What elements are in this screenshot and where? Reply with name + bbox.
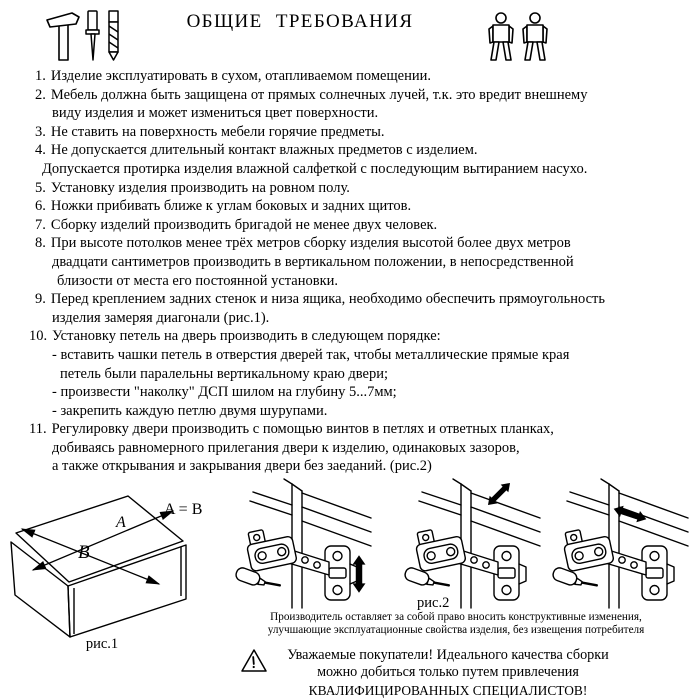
drill-icon <box>109 11 118 60</box>
requirements-list <box>0 67 700 476</box>
item-text: - произвести "наколку" ДСП шилом на глубину 5...7мм; <box>52 384 397 401</box>
awl-icon <box>86 11 99 60</box>
hammer-icon <box>47 13 79 60</box>
item-number: 5. <box>35 179 46 196</box>
list-line <box>0 439 700 458</box>
item-text: Регулировку двери производить с помощью винтов в петлях и ответных планках, <box>51 421 554 438</box>
fig1-equality-label: A = B <box>164 501 203 518</box>
figure-2-caption: рис.2 <box>417 595 450 611</box>
fig1-label-a: A <box>116 514 126 531</box>
list-line <box>0 272 700 291</box>
item-text: Установку петель на дверь производить в следующем порядке: <box>52 328 441 345</box>
customer-warning-line: можно добиться только путем привлечения <box>317 664 579 681</box>
list-line <box>0 457 700 476</box>
list-line <box>0 216 700 235</box>
manufacturer-note <box>230 611 682 636</box>
item-number: 7. <box>35 216 46 233</box>
item-text: - закрепить каждую петлю двумя шурупами. <box>52 402 328 419</box>
item-number: 9. <box>35 291 46 308</box>
item-number: 11. <box>29 421 47 438</box>
item-text: изделия замеряя диагонали (рис.1). <box>52 309 270 326</box>
hinge-diagram-2 <box>402 478 542 612</box>
item-number: 4. <box>35 142 46 159</box>
item-text: Допускается протирка изделия влажной салфеткой с последующим вытиранием насухо. <box>42 160 588 177</box>
diagonal-adjust-arrow-icon <box>484 479 514 509</box>
item-text: Ножки прибивать ближе к углам боковых и задних щитов. <box>50 198 412 215</box>
list-line <box>0 290 700 309</box>
assemblers-icon <box>486 12 552 62</box>
figure-1-caption: рис.1 <box>85 636 119 652</box>
manufacturer-note-line: Производитель оставляет за собой право вносить конструктивные изменения, <box>270 611 642 623</box>
list-line <box>0 197 700 216</box>
item-text: - вставить чашки петель в отверстия дверей так, чтобы металлические прямые края <box>52 346 570 363</box>
page-title: ОБЩИЕ ТРЕБОВАНИЯ <box>186 11 414 32</box>
list-line <box>0 383 700 402</box>
list-line <box>0 234 700 253</box>
item-text: Не допускается длительный контакт влажных предметов с изделием. <box>50 142 478 159</box>
list-line <box>0 402 700 421</box>
vertical-adjust-arrow-icon <box>353 555 366 592</box>
list-line <box>0 141 700 160</box>
person-icon <box>489 13 513 60</box>
hinge-diagram-3 <box>550 478 698 612</box>
list-line <box>0 420 700 439</box>
item-text: близости от места его постоянной установки. <box>57 272 338 289</box>
list-line <box>0 179 700 198</box>
list-line <box>0 67 700 86</box>
list-line <box>0 123 700 142</box>
list-line <box>0 104 700 123</box>
horizontal-adjust-arrow-icon <box>612 503 648 525</box>
customer-warning <box>262 647 634 699</box>
item-text: а также открывания и закрывания двери без заеданий. (рис.2) <box>52 458 432 475</box>
item-number: 2. <box>35 86 46 103</box>
item-text: добиваясь равномерного прилегания двери к изделию, одинаковых зазоров, <box>52 439 520 456</box>
item-text: Сборку изделий производить бригадой не менее двух человек. <box>50 216 438 233</box>
customer-warning-line: Уважаемые покупатели! Идеального качества сборки <box>287 647 609 663</box>
item-text: петель были паралельны вертикальному краю двери; <box>60 365 389 382</box>
fig1-label-b: B <box>78 542 90 563</box>
item-text: виду изделия и может измениться цвет поверхности. <box>52 105 379 122</box>
list-line <box>0 253 700 272</box>
list-line <box>0 160 700 179</box>
item-number: 8. <box>35 235 46 252</box>
item-text: При высоте потолков менее трёх метров сборку изделия высотой более двух метров <box>50 235 571 252</box>
hinge-diagram-1 <box>233 478 373 612</box>
item-number: 1. <box>35 68 46 84</box>
customer-warning-line: КВАЛИФИЦИРОВАННЫХ СПЕЦИАЛИСТОВ! <box>308 682 588 698</box>
list-line <box>0 327 700 346</box>
tools-icon <box>45 8 130 63</box>
item-text: двадцати сантиметров производить в вертикальном положении, в непосредственной <box>52 253 574 270</box>
item-number: 6. <box>35 198 46 215</box>
item-text: Перед креплением задних стенок и низа ящика, необходимо обеспечить прямоугольность <box>50 291 605 308</box>
item-text: Мебель должна быть защищена от прямых солнечных лучей, т.к. это вредит внешнему <box>50 86 588 103</box>
item-text: Установку изделия производить на ровном полу. <box>50 179 350 196</box>
item-number: 10. <box>29 328 48 345</box>
item-number: 3. <box>35 123 46 140</box>
list-line <box>0 86 700 105</box>
item-text: Изделие эксплуатировать в сухом, отапливаемом помещении. <box>50 68 431 84</box>
list-line <box>0 365 700 384</box>
list-line <box>0 309 700 328</box>
person-icon <box>523 13 547 60</box>
list-line <box>0 346 700 365</box>
item-text: Не ставить на поверхность мебели горячие предметы. <box>50 123 385 140</box>
manufacturer-note-line: улучшающие эксплуатационные свойства изделия, без извещения потребителя <box>267 623 645 636</box>
figure-1-diagram <box>6 487 220 639</box>
